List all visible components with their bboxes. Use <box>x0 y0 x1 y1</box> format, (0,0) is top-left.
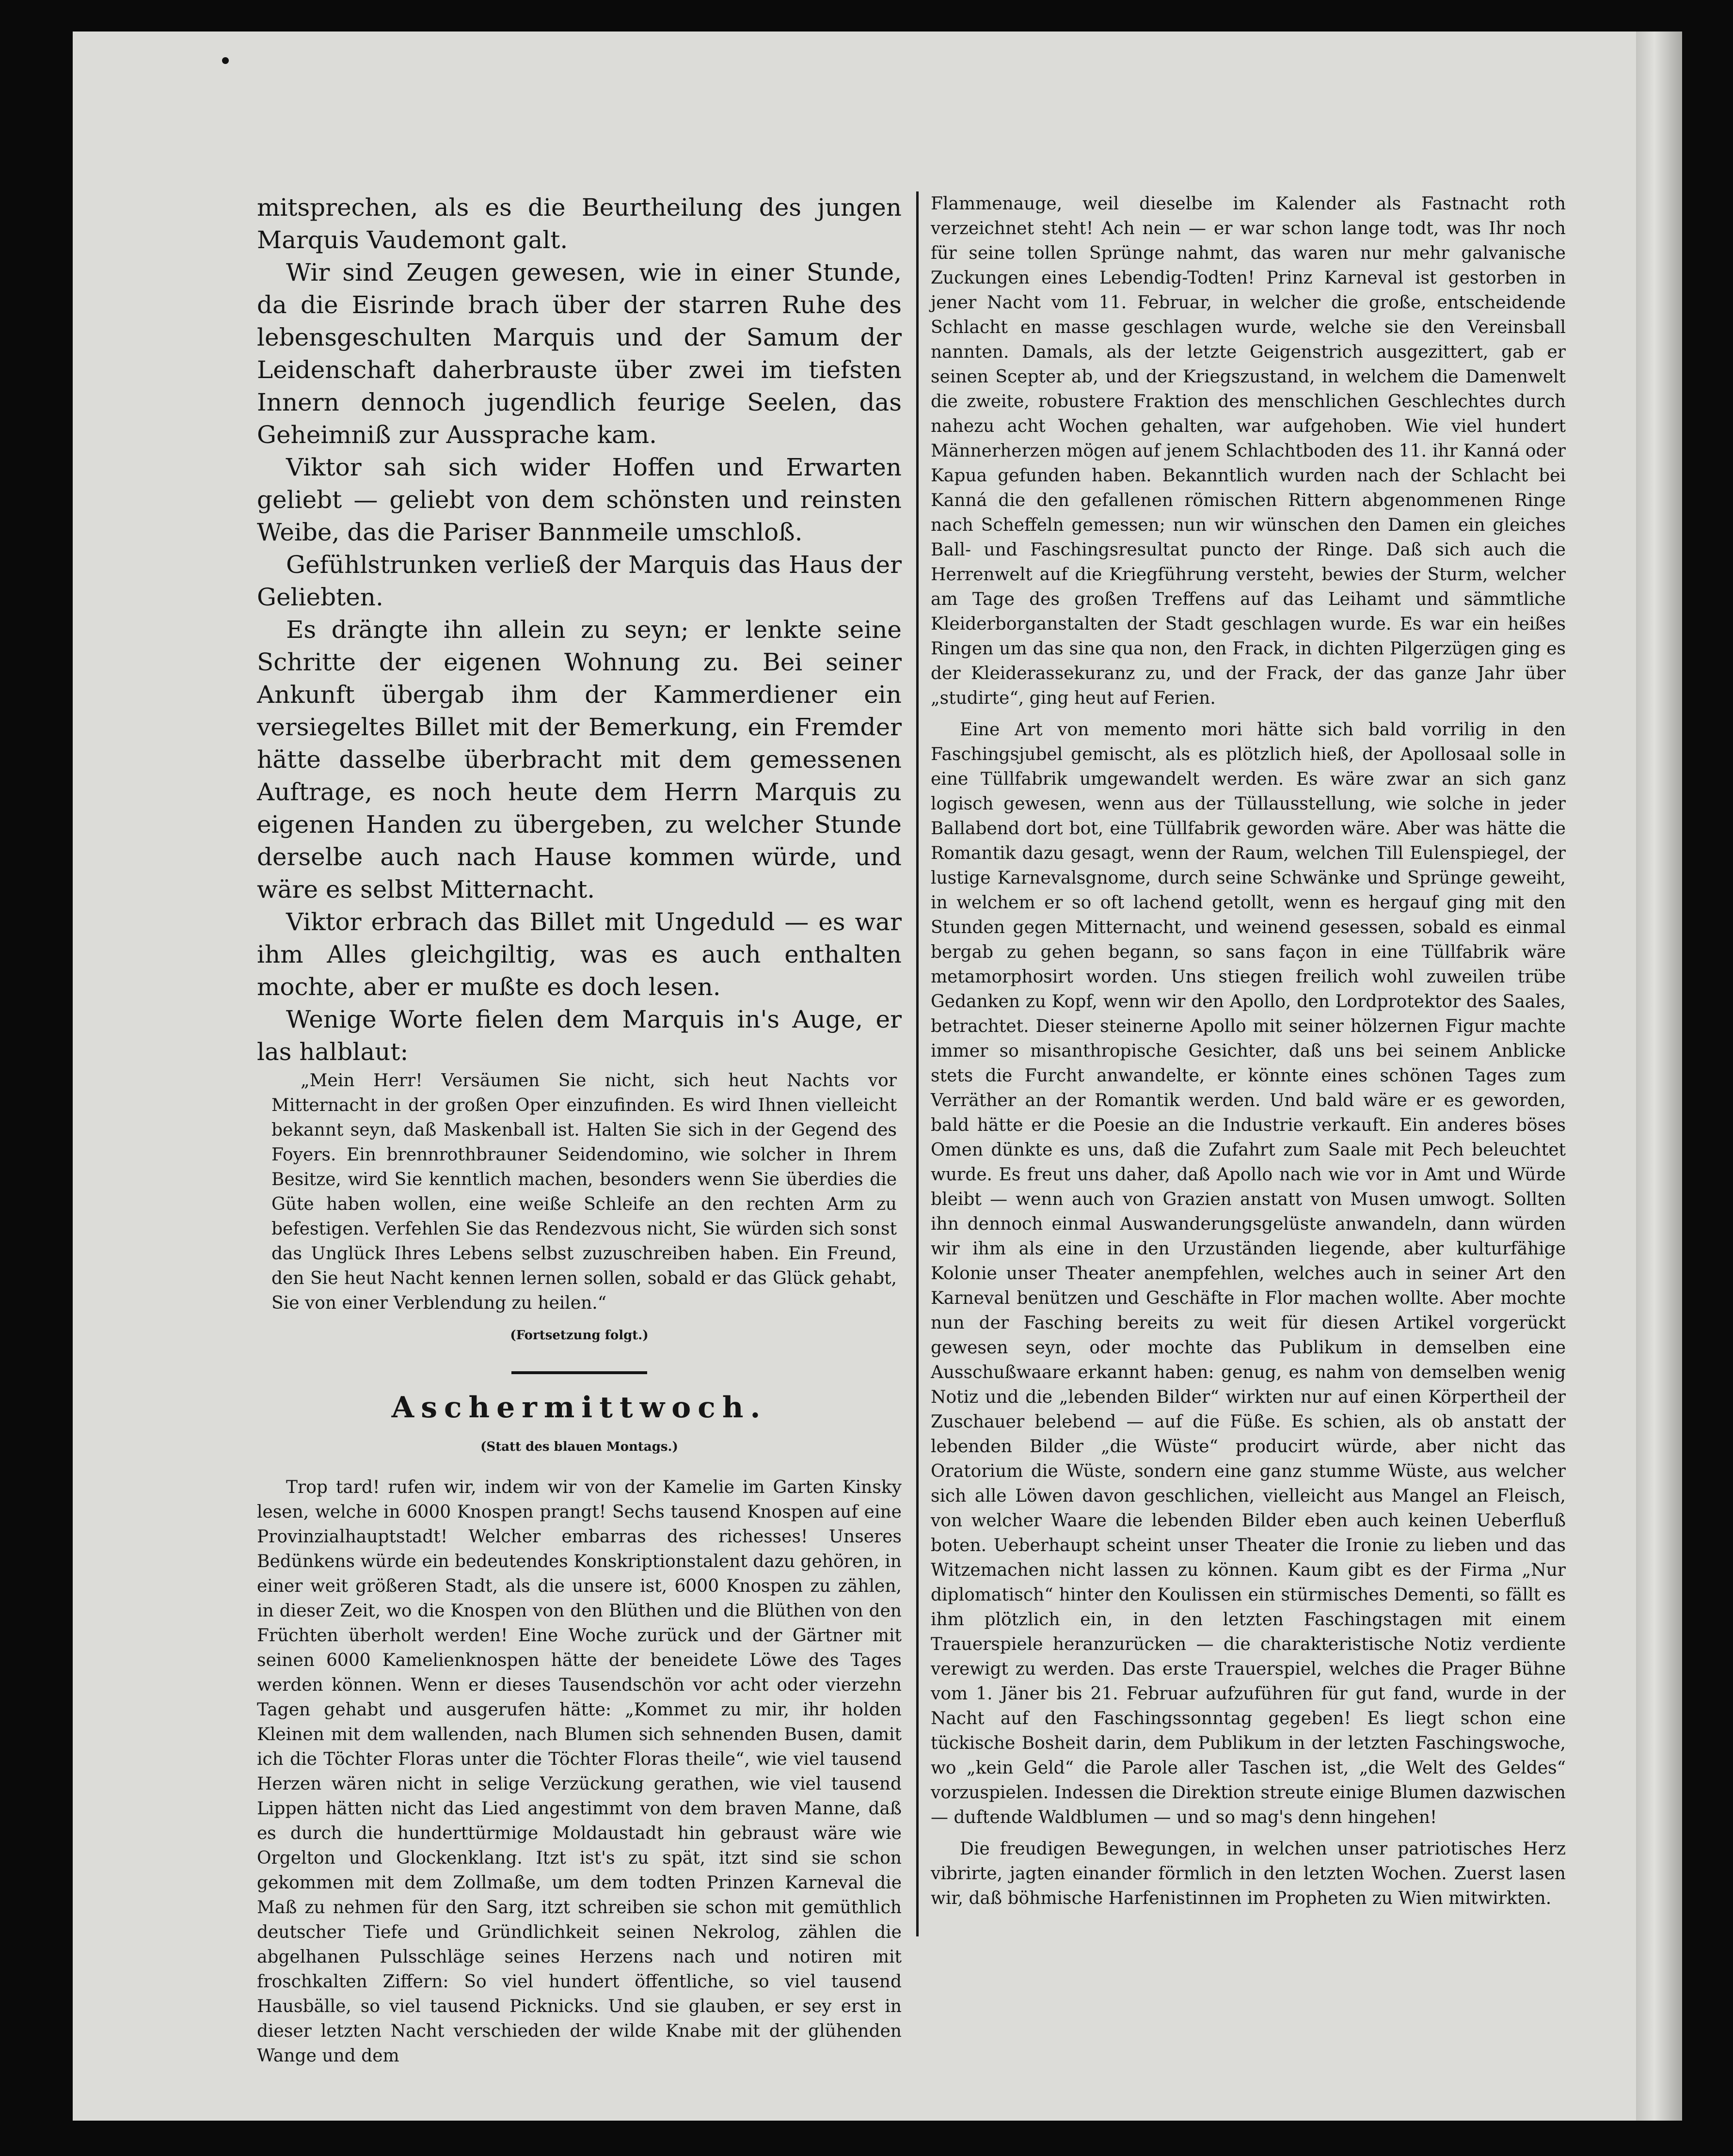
letter-block <box>271 1068 897 1316</box>
section-title: Aschermittwoch. <box>391 1391 767 1425</box>
column-divider <box>916 191 919 1936</box>
right-paragraph-1: Flammenauge, weil dieselbe im Kalender als Fastnacht roth verzeichnet steht! Ach nein — er war schon lange todt, was Ihr noch für seine tollen Sprünge nahmt, das waren nur mehr galvanische Zuckungen eines Lebendig-Todten! Prinz Karneval ist gestorben in jener Nacht vom 11. Februar, in welcher die große, entscheidende Schlacht en masse geschlagen wurde, welche sie den Vereinsball nannten. Damals, als der letzte Geigenstrich ausgezittert, gab er seinen Scepter ab, und der Kriegszustand, in welchem die Damenwelt die zweite, robustere Fraktion des menschlichen Geschlechtes durch nahezu acht Wochen gehalten, war aufgehoben. Wie viel hundert Männerherzen mögen auf jenem Schlachtboden des 11. ihr Kanná oder Kapua gefunden haben. Bekanntlich wurden nach der Schlacht bei Kanná die den gefallenen römischen Rittern abgenommenen Ringe nach Scheffeln gemessen; nun wir wünschen den Damen ein gleiches Ball- und Faschingsresultat puncto der Ringe. Daß sich auch die Herrenwelt auf die Kriegführung versteht, bewies der Sturm, welcher am Tage des großen Treffens auf das Leihamt und sämmtliche Kleiderborganstalten der Stadt geschlagen wurde. Es war ein heißes Ringen um das sine qua non, den Frack, in dichten Pilgerzügen ging es der Kleiderassekuranz zu, und der Frack, der das ganze Jahr über „studirte“, ging heut auf Ferien. <box>931 194 1566 708</box>
binding-dot <box>222 57 229 64</box>
letter-text: „Mein Herr! Versäumen Sie nicht, sich heut Nachts vor Mitternacht in der großen Oper einzufinden. Es wird Ihnen vielleicht bekannt seyn, daß Maskenball ist. Halten Sie sich in der Gegend des Foyers. Ein brennrothbrauner Seidendomino, wie solcher in Ihrem Besitze, wird Sie kenntlich machen, besonders wenn Sie überdies die Güte haben wollen, eine weiße Schleife an den rechten Arm zu befestigen. Verfehlen Sie das Rendezvous nicht, Sie würden sich sonst das Unglück Ihres Lebens selbst zuzuschreiben haben. Ein Freund, den Sie heut Nacht kennen lernen sollen, sobald er das Glück gehabt, Sie von einer Verblendung zu heilen.“ <box>271 1071 897 1313</box>
left-column <box>257 191 902 2068</box>
article-paragraph-1: Trop tard! rufen wir, indem wir von der Kamelie im Garten Kinsky lesen, welche in 6000 Knospen prangt! Sechs tausend Knospen auf eine Provinzialhauptstadt! Welcher embarras des richesses! Unseres Bedünkens würde ein bedeutendes Konskriptionstalent dazu gehören, in einer weit größeren Stadt, als die unsere ist, 6000 Knospen zu zählen, in dieser Zeit, wo die Knospen von den Blüthen und die Blüthen von den Früchten überholt werden! Eine Woche zurück und der Gärtner mit seinen 6000 Kamelienknospen hätte der beneidete Löwe des Tages werden können. Wenn er dieses Tausendschön vor acht oder vierzehn Tagen gehabt und ausgerufen hätte: „Kommet zu mir, ihr holden Kleinen mit dem wallenden, nach Blumen sich sehnenden Busen, damit ich die Töchter Floras unter die Töchter Floras theile“, wie viel tausend Herzen wären nicht in selige Verzückung gerathen, wie viel tausend Lippen hätten nicht das Lied angestimmt von dem braven Manne, daß es durch die hunderttürmige Moldaustadt hin gebraust wäre wie Orgelton und Glockenklang. Itzt ist's zu spät, itzt sind sie schon gekommen mit dem Zollmaße, um dem todten Prinzen Karneval die Maß zu nehmen für den Sarg, itzt schreiben sie schon mit gemüthlich deutscher Tiefe und Gründlichkeit seinen Nekrolog, zählen die abgelhanen Pulsschläge seines Herzens nach und notiren mit froschkalten Ziffern: So viel hundert öffentliche, so viel tausend Hausbälle, so viel tausend Picknicks. Und sie glauben, er sey erst in dieser letzten Nacht verschieden der wilde Knabe mit der glühenden Wange und dem <box>257 1477 902 2066</box>
left-paragraph-5: Es drängte ihn allein zu seyn; er lenkte seine Schritte der eigenen Wohnung zu. Bei seiner Ankunft übergab ihm der Kammerdiener ein versiegeltes Billet mit der Bemerkung, ein Fremder hätte dasselbe überbracht mit dem gemessenen Auftrage, es noch heute dem Herrn Marquis zu eigenen Handen zu übergeben, zu welcher Stunde derselbe auch nach Hause kommen würde, und wäre es selbst Mitternacht. <box>257 616 902 904</box>
left-paragraph-7: Wenige Worte fielen dem Marquis in's Auge, er las halblaut: <box>257 1005 902 1066</box>
right-paragraph-2: Eine Art von memento mori hätte sich bald vorrilig in den Faschingsjubel gemischt, als es plötzlich hieß, der Apollosaal solle in eine Tüllfabrik umgewandelt werden. Es wäre zwar an sich ganz logisch gewesen, wenn aus der Tüllausstellung, wie solche in jeder Ballabend dort bot, eine Tüllfabrik geworden wäre. Aber was hätte die Romantik dazu gesagt, wenn der Raum, welchen Till Eulenspiegel, der lustige Karnevalsgnome, durch seine Schwänke und Sprünge geweiht, in welchem er so oft lachend getollt, wenn es hergauf ging mit den Stunden gegen Mitternacht, und weinend gesessen, sobald es einmal bergab zu gehen begann, so sans façon in eine Tüllfabrik wäre metamorphosirt worden. Uns stiegen freilich wohl zuweilen trübe Gedanken zu Kopf, wenn wir den Apollo, den Lordprotektor des Saales, betrachtet. Dieser steinerne Apollo mit seiner hölzernen Figur machte immer so misanthropische Gesichter, daß uns bei seinem Anblicke stets die Furcht anwandelte, er könnte eines schönen Tages zum Verräther an der Romantik werden. Und bald wäre er es geworden, bald hätte er die Poesie an die Industrie verkauft. Ein anderes böses Omen dünkte es uns, daß die Zufahrt zum Saale mit Pech beleuchtet wurde. Es freut uns daher, daß Apollo nach wie vor in Amt und Würde bleibt — wenn auch von Grazien anstatt von Musen umwogt. Sollten ihn dennoch einmal Auswanderungsgelüste anwandeln, dann würden wir ihm als eine in den Urzuständen liegende, aber kulturfähige Kolonie unser Theater anempfehlen, welches auch in seiner Art den Karneval benützen und Geschäfte in Flor machen wollte. Aber mochte nun der Fasching bereits zu weit für diesen Artikel vorgerückt gewesen seyn, oder mochte das Publikum in demselben eine Ausschußwaare erkannt haben: genug, es nahm von demselben wenig Notiz und die „lebenden Bilder“ wirkten nur auf einen Körpertheil der Zuschauer belebend — auf die Füße. Es schien, als ob anstatt der lebenden Bilder „die Wüste“ producirt würde, aber nicht das Oratorium die Wüste, sondern eine ganz stumme Wüste, aus welcher sich alle Löwen davon geschlichen, vielleicht aus Mangel an Fleisch, von welcher Waare die lebenden Bilder eben auch keinen Ueberfluß boten. Ueberhaupt scheint unser Theater die Ironie zu lieben und das Witzemachen nicht lassen zu können. Kaum gibt es der Firma „Nur diplomatisch“ hinter den Koulissen ein stürmisches Dementi, so fällt es ihm plötzlich ein, in den letzten Faschingstagen mit einem Trauerspiele heranzurücken — die charakteristische Notiz verdiente verewigt zu werden. Das erste Trauerspiel, welches die Prager Bühne vom 1. Jäner bis 21. Februar aufzuführen für gut fand, wurde in der Nacht auf den Faschingssonntag gegeben! Es liegt schon eine tückische Bosheit darin, dem Publikum in der letzten Faschingswoche, wo „kein Geld“ die Parole aller Taschen ist, „die Welt des Geldes“ vorzuspielen. Indessen die Direktion streute einige Blumen dazwischen — duftende Waldblumen — und so mag's denn hingehen! <box>931 720 1566 1827</box>
left-paragraph-4: Gefühlstrunken verließ der Marquis das Haus der Geliebten. <box>257 551 902 611</box>
left-paragraph-2: Wir sind Zeugen gewesen, wie in einer Stunde, da die Eisrinde brach über der starren Ruhe des lebensgeschulten Marquis und der Samum der Leidenschaft daherbrauste über zwei im tiefsten Innern dennoch jugendlich feurige Seelen, das Geheimniß zur Aussprache kam. <box>257 258 902 449</box>
left-paragraph-1: mitsprechen, als es die Beurtheilung des jungen Marquis Vaudemont galt. <box>257 193 902 254</box>
right-paragraph-3: Die freudigen Bewegungen, in welchen unser patriotisches Herz vibrirte, jagten einander förmlich in den letzten Wochen. Zuerst lasen wir, daß böhmische Harfenistinnen im Propheten zu Wien mitwirkten. <box>931 1839 1566 1908</box>
continuation-note: (Fortsetzung folgt.) <box>510 1328 649 1343</box>
left-paragraph-6: Viktor erbrach das Billet mit Ungeduld — es war ihm Alles gleichgiltig, was es auch enthalten mochte, aber er mußte es doch lesen. <box>257 908 902 1001</box>
page-edge <box>1636 32 1682 2121</box>
right-column <box>931 191 1566 1911</box>
section-subtitle: (Statt des blauen Montags.) <box>480 1440 678 1454</box>
section-divider <box>511 1371 647 1374</box>
left-paragraph-3: Viktor sah sich wider Hoffen und Erwarten geliebt — geliebt von dem schönsten und reinsten Weibe, das die Pariser Bannmeile umschloß. <box>257 453 902 546</box>
